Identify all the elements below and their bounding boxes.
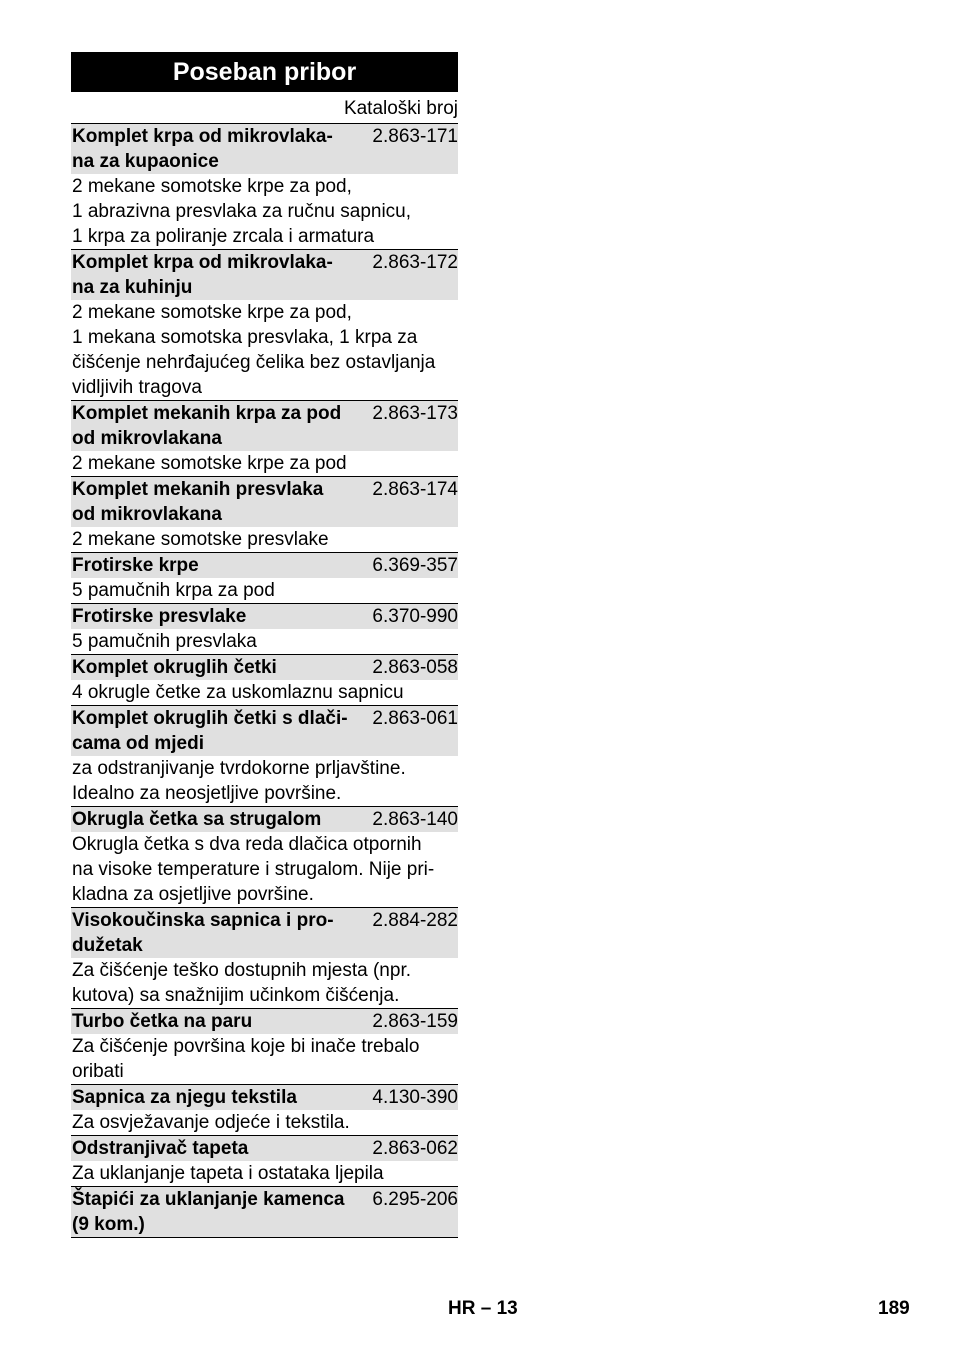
accessory-name-line: od mikrovlakana [72, 428, 222, 449]
accessory-header-row [71, 1136, 458, 1161]
accessory-header-row [71, 250, 458, 300]
catalog-number: 2.863-174 [372, 479, 458, 500]
catalog-number: 2.863-061 [372, 708, 458, 729]
accessory-item [71, 1135, 458, 1186]
catalog-number: 2.863-173 [372, 403, 458, 424]
accessory-name [71, 655, 364, 680]
accessory-description-line: 2 mekane somotske krpe za pod, [72, 302, 352, 323]
accessory-name-line: Komplet krpa od mikrovlaka- [72, 126, 333, 147]
accessory-description-line: kladna za osjetljive površine. [72, 884, 314, 905]
accessory-item [71, 654, 458, 705]
accessory-description [71, 958, 458, 1008]
accessory-description-line: Idealno za neosjetljive površine. [72, 783, 342, 804]
accessory-name-line: Turbo četka na paru [72, 1011, 253, 1032]
accessory-name-line: od mikrovlakana [72, 504, 222, 525]
accessory-name-line: na za kupaonice [72, 151, 219, 172]
accessory-description-line: 4 okrugle četke za uskomlaznu sapnicu [72, 682, 404, 703]
accessory-name-line: dužetak [72, 935, 143, 956]
accessory-description-line: 2 mekane somotske krpe za pod [72, 453, 347, 474]
accessory-list [71, 123, 458, 1238]
accessory-description-line: Za čišćenje površina koje bi inače trebalo [72, 1036, 420, 1057]
accessory-item [71, 552, 458, 603]
accessory-name-line: (9 kom.) [72, 1214, 145, 1235]
accessory-header-row [71, 124, 458, 174]
page-number: 189 [878, 1298, 910, 1319]
catalog-number: 2.863-172 [372, 252, 458, 273]
accessory-name-line: Okrugla četka sa strugalom [72, 809, 322, 830]
accessory-name-line: Frotirske presvlake [72, 606, 247, 627]
accessory-description [71, 527, 458, 552]
accessory-description-line: oribati [72, 1061, 124, 1082]
accessory-item [71, 603, 458, 654]
accessory-header-row [71, 1187, 458, 1237]
catalog-number: 2.863-062 [372, 1138, 458, 1159]
accessory-name [71, 908, 364, 958]
accessory-header-row [71, 1009, 458, 1034]
accessory-name [71, 807, 364, 832]
accessory-description-line: 2 mekane somotske krpe za pod, [72, 176, 352, 197]
accessory-description [71, 1034, 458, 1084]
accessory-description-line: vidljivih tragova [72, 377, 202, 398]
accessory-header-row [71, 401, 458, 451]
accessory-description-line: 2 mekane somotske presvlake [72, 529, 329, 550]
accessory-name-line: cama od mjedi [72, 733, 204, 754]
accessory-item [71, 1008, 458, 1084]
accessory-name-line: Komplet mekanih presvlaka [72, 479, 324, 500]
accessory-description [71, 832, 458, 907]
accessory-name-line: Komplet krpa od mikrovlaka- [72, 252, 333, 273]
catalog-number-header: Kataloški broj [343, 98, 458, 119]
accessory-description-line: 5 pamučnih krpa za pod [72, 580, 275, 601]
accessory-description-line: Za osvježavanje odjeće i tekstila. [72, 1112, 350, 1133]
accessory-item [71, 123, 458, 249]
accessory-name-line: Komplet okruglih četki [72, 657, 277, 678]
accessory-name [71, 124, 364, 174]
catalog-number: 6.370-990 [372, 606, 458, 627]
accessory-description-line: 1 krpa za poliranje zrcala i armatura [72, 226, 375, 247]
accessory-name-line: Komplet okruglih četki s dlači- [72, 708, 348, 729]
catalog-number: 2.863-058 [372, 657, 458, 678]
accessory-description-line: kutova) sa snažnijim učinkom čišćenja. [72, 985, 400, 1006]
accessory-description-line: Za uklanjanje tapeta i ostataka ljepila [72, 1163, 384, 1184]
accessory-item [71, 476, 458, 552]
accessory-name [71, 401, 364, 451]
accessory-description [71, 756, 458, 806]
accessory-header-row [71, 604, 458, 629]
accessory-header-row [71, 553, 458, 578]
accessory-description [71, 1161, 458, 1186]
accessory-item [71, 400, 458, 476]
accessory-description [71, 300, 458, 400]
accessory-name [71, 1187, 364, 1237]
accessory-name [71, 1085, 364, 1110]
accessory-item [71, 907, 458, 1008]
accessory-item [71, 806, 458, 907]
accessories-column [71, 52, 458, 1238]
accessory-name [71, 604, 364, 629]
catalog-number: 2.884-282 [372, 910, 458, 931]
accessory-description-line: čišćenje nehrđajućeg čelika bez ostavljanja [72, 352, 436, 373]
accessory-header-row [71, 477, 458, 527]
accessory-name-line: Visokoučinska sapnica i pro- [72, 910, 334, 931]
accessory-description [71, 578, 458, 603]
accessory-name [71, 553, 364, 578]
accessory-header-row [71, 655, 458, 680]
accessory-description-line: Okrugla četka s dva reda dlačica otpornih [72, 834, 422, 855]
accessory-name [71, 706, 364, 756]
accessory-header-row [71, 807, 458, 832]
accessory-description-line: na visoke temperature i strugalom. Nije pri- [72, 859, 435, 880]
accessory-description-line: 1 mekana somotska presvlaka, 1 krpa za [72, 327, 418, 348]
accessory-description [71, 680, 458, 705]
accessory-header-row [71, 1085, 458, 1110]
accessory-description-line: 1 abrazivna presvlaka za ručnu sapnicu, [72, 201, 412, 222]
accessory-item [71, 1084, 458, 1135]
accessory-name [71, 477, 364, 527]
accessory-name-line: Odstranjivač tapeta [72, 1138, 249, 1159]
accessory-item [71, 249, 458, 400]
accessory-description [71, 1110, 458, 1135]
accessory-description-line: za odstranjivanje tvrdokorne prljavštine. [72, 758, 406, 779]
catalog-number: 2.863-159 [372, 1011, 458, 1032]
footer-section-label: HR – 13 [448, 1298, 518, 1319]
accessory-description-line: Za čišćenje teško dostupnih mjesta (npr. [72, 960, 412, 981]
accessory-name-line: na za kuhinju [72, 277, 193, 298]
accessory-name [71, 1009, 364, 1034]
accessory-description [71, 451, 458, 476]
catalog-number: 2.863-171 [372, 126, 458, 147]
catalog-number: 6.369-357 [372, 555, 458, 576]
accessory-header-row [71, 908, 458, 958]
accessory-name-line: Frotirske krpe [72, 555, 199, 576]
accessory-description [71, 174, 458, 249]
accessory-description [71, 629, 458, 654]
accessory-name [71, 250, 364, 300]
catalog-number: 6.295-206 [372, 1189, 458, 1210]
accessory-name-line: Sapnica za njegu tekstila [72, 1087, 297, 1108]
page-title: Poseban pribor [71, 52, 458, 92]
catalog-number: 4.130-390 [372, 1087, 458, 1108]
accessory-header-row [71, 706, 458, 756]
accessory-name [71, 1136, 364, 1161]
accessory-name-line: Komplet mekanih krpa za pod [72, 403, 342, 424]
catalog-number: 2.863-140 [372, 809, 458, 830]
accessory-item [71, 1186, 458, 1238]
accessory-name-line: Štapići za uklanjanje kamenca [72, 1189, 345, 1210]
accessory-item [71, 705, 458, 806]
accessory-description-line: 5 pamučnih presvlaka [72, 631, 257, 652]
